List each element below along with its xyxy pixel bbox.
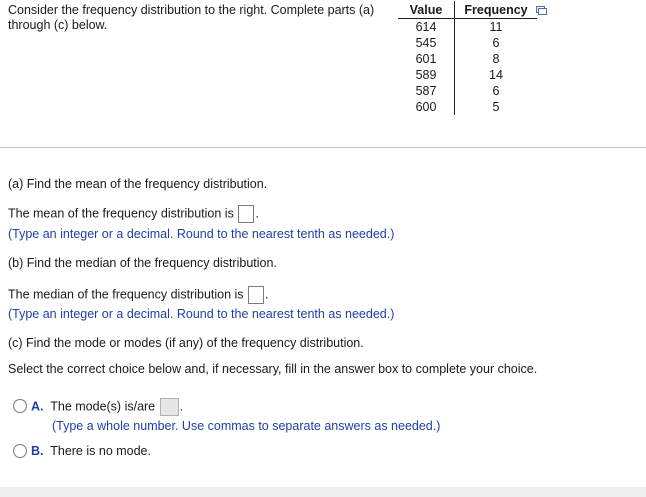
table-row — [398, 99, 537, 115]
table-header-value: Value — [398, 1, 455, 19]
option-a-hint: (Type a whole number. Use commas to separate answers as needed.) — [52, 419, 441, 433]
median-answer-box[interactable] — [248, 286, 264, 304]
part-b-prompt: The median of the frequency distribution is — [8, 287, 244, 302]
part-a-heading: (a) Find the mean of the frequency distribution. — [8, 177, 268, 191]
option-a-radio[interactable] — [13, 399, 27, 413]
option-b-radio[interactable] — [13, 444, 27, 458]
frequency-cell: 11 — [489, 20, 503, 34]
part-b-heading: (b) Find the median of the frequency distribution. — [8, 256, 277, 270]
table-row — [398, 67, 537, 83]
mean-answer-box[interactable] — [238, 205, 254, 223]
mode-answer-box[interactable] — [160, 398, 179, 416]
part-b-period: . — [265, 287, 269, 302]
part-a-prompt-line — [8, 205, 259, 223]
value-cell: 587 — [398, 83, 455, 99]
part-b-hint: (Type an integer or a decimal. Round to the nearest tenth as needed.) — [8, 307, 395, 321]
value-cell: 600 — [398, 99, 455, 115]
table-row — [398, 35, 537, 51]
option-b-text: There is no mode. — [50, 444, 151, 458]
part-c-heading: (c) Find the mode or modes (if any) of the frequency distribution. — [8, 336, 364, 350]
part-c-instruction: Select the correct choice below and, if necessary, fill in the answer box to complete your choice. — [8, 362, 538, 376]
option-b-line — [31, 443, 151, 459]
option-a-text: The mode(s) is/are — [50, 399, 156, 414]
copy-data-icon[interactable] — [536, 6, 547, 15]
part-a-hint: (Type an integer or a decimal. Round to the nearest tenth as needed.) — [8, 227, 395, 241]
value-cell: 614 — [398, 19, 455, 36]
footer-bar — [0, 487, 646, 497]
option-b-letter: B. — [31, 444, 44, 458]
frequency-cell: 8 — [492, 52, 500, 66]
table-header-frequency: Frequency — [455, 1, 538, 19]
value-cell: 589 — [398, 67, 455, 83]
table-row — [398, 83, 537, 99]
intro-text: Consider the frequency distribution to the right. Complete parts (a) through (c) below. — [8, 3, 375, 32]
option-a-line — [31, 398, 183, 416]
part-a-prompt: The mean of the frequency distribution is — [8, 206, 234, 221]
option-a-period: . — [179, 399, 184, 414]
table-row — [398, 51, 537, 67]
value-cell: 601 — [398, 51, 455, 67]
part-b-prompt-line — [8, 286, 269, 304]
table-row — [398, 19, 537, 36]
part-a-period: . — [255, 206, 259, 221]
frequency-cell: 6 — [492, 36, 500, 50]
value-cell: 545 — [398, 35, 455, 51]
frequency-cell: 5 — [492, 100, 500, 114]
frequency-cell: 14 — [489, 68, 503, 82]
frequency-table — [398, 1, 537, 115]
option-a-letter: A. — [31, 399, 44, 414]
section-divider — [0, 147, 646, 148]
frequency-cell: 6 — [492, 84, 500, 98]
